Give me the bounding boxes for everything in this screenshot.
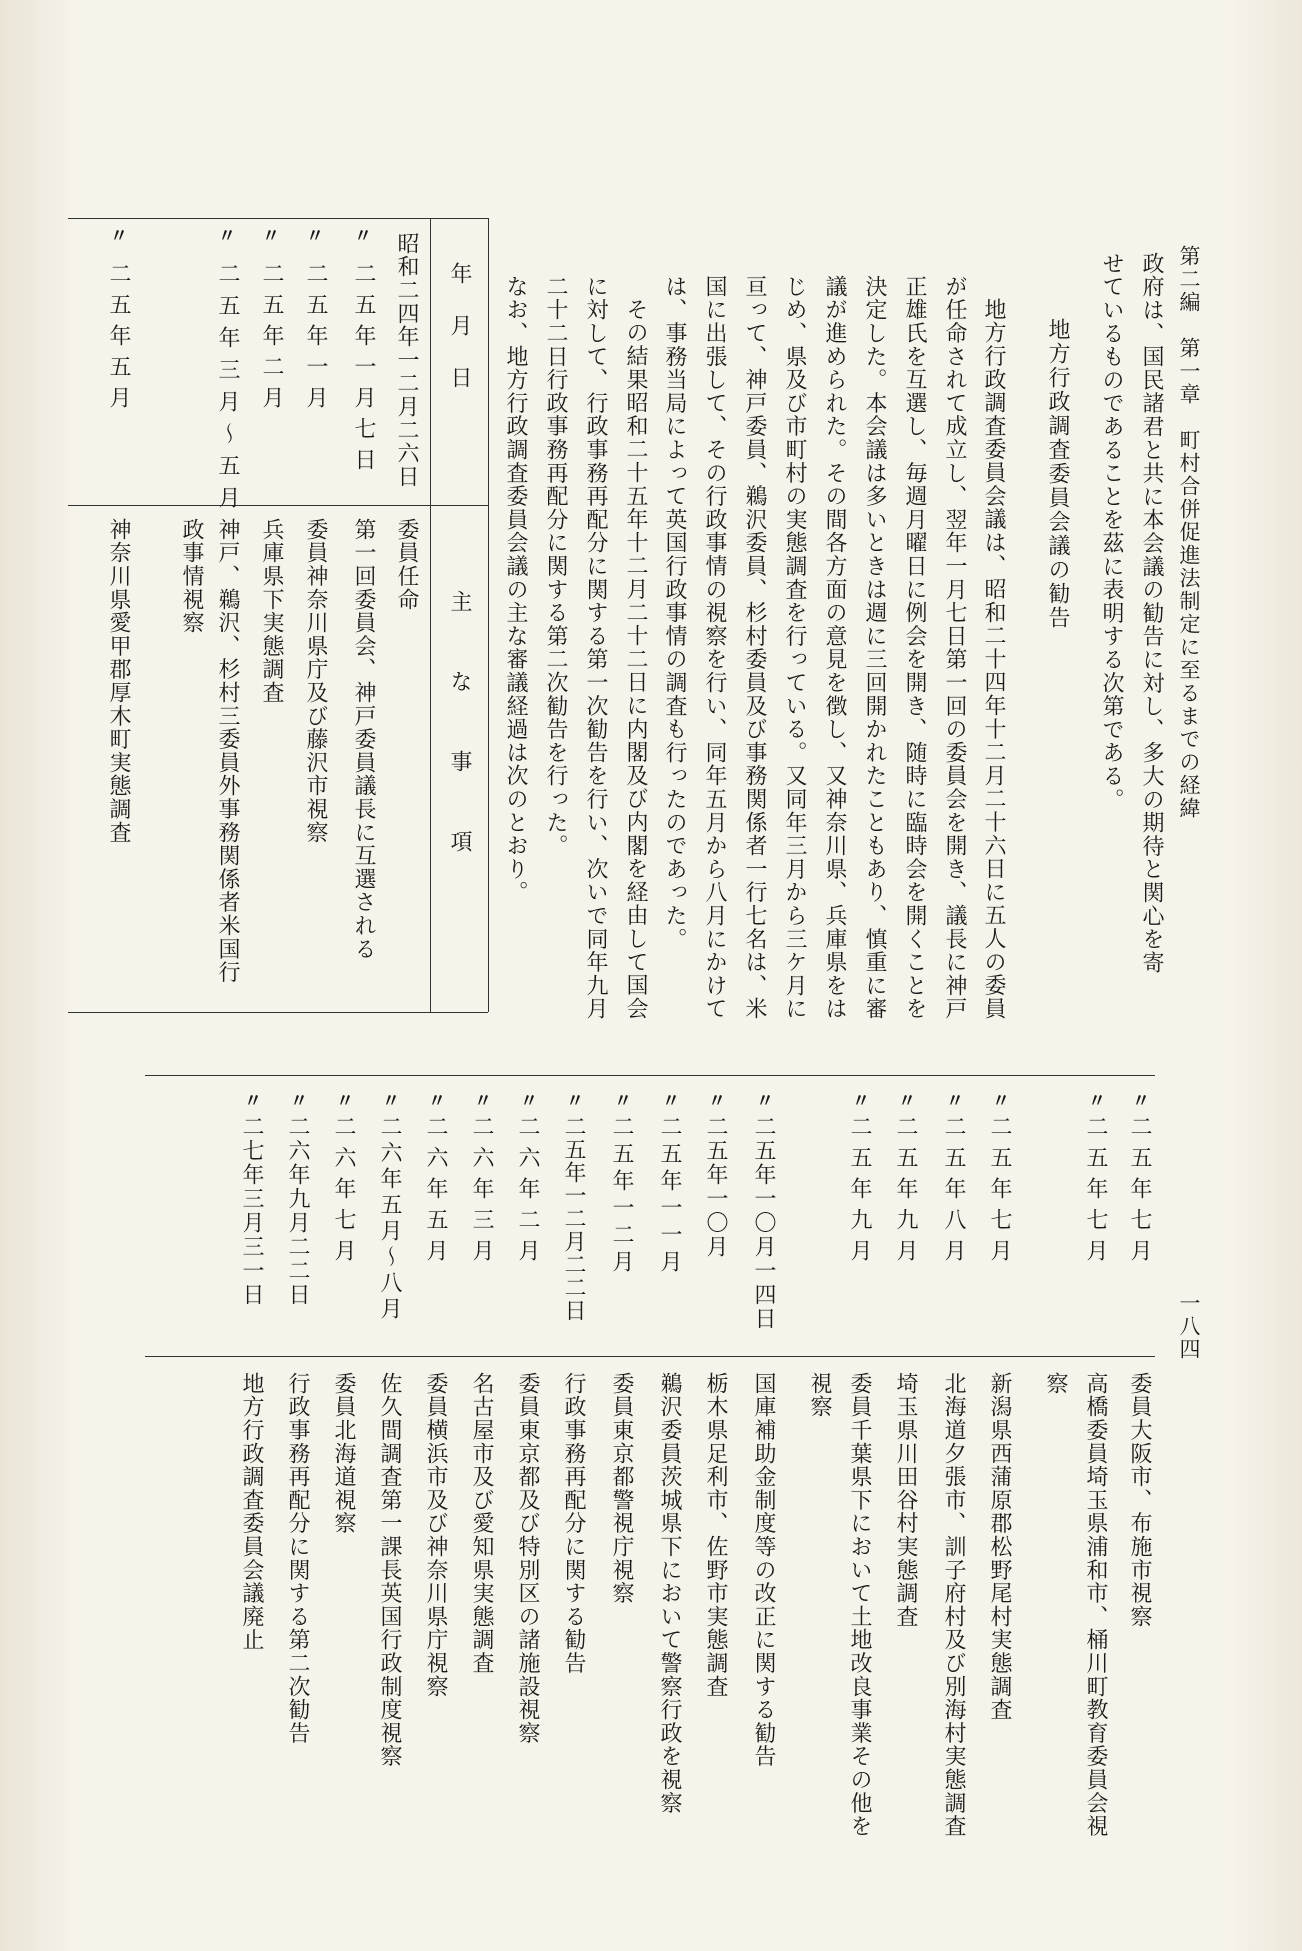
row-date: 二五年九月 [893,1115,918,1270]
row-date: 二五年五月 [106,262,131,417]
row-date: 昭和二四年一二月二六日 [394,232,419,489]
row-event: 埼玉県川田谷村実態調査 [893,1372,918,1629]
intro-line: せているものであることを茲に表明する次第である。 [1099,252,1124,812]
row-event: 委員東京都警視庁視察 [609,1372,634,1605]
ditto-mark: 〃 [992,1091,1010,1112]
body-line: 二十二日行政事務再配分に関する第二次勧告を行った。 [543,275,568,858]
column-header-date: 年月日 [447,262,472,418]
table-rule [430,218,431,1012]
ditto-mark: 〃 [382,1091,400,1112]
row-event-continued: 政事情視察 [179,518,204,635]
ditto-mark: 〃 [110,226,128,247]
row-date: 二五年一二月 [609,1115,634,1277]
row-event: 神戸、鵜沢、杉村三委員外事務関係者米国行 [215,518,240,984]
row-date: 二五年三月〜五月 [215,262,240,518]
row-event: 行政事務再配分に関する勧告 [561,1372,586,1675]
body-line: 地方行政調査委員会議は、昭和二十四年十二月二十六日に五人の委員 [981,298,1006,1021]
ditto-mark: 〃 [898,1091,916,1112]
row-event: 栃木県足利市、佐野市実態調査 [703,1372,728,1699]
ditto-mark: 〃 [290,1091,308,1112]
running-header: 第二編 第一章 町村合併促進法制定に至るまでの経緯 [1177,245,1201,820]
table-rule [68,218,488,219]
row-date: 二五年七月 [1083,1115,1108,1270]
row-date: 二六年三月 [469,1115,494,1270]
page-number: 一八四 [1177,1292,1201,1361]
row-date: 二五年七月 [987,1115,1012,1270]
ditto-mark: 〃 [852,1091,870,1112]
row-event: 行政事務再配分に関する第二次勧告 [285,1372,310,1745]
ditto-mark: 〃 [662,1091,680,1112]
row-event: 佐久間調査第一課長英国行政制度視察 [377,1372,402,1769]
body-line: 亘って、神戸委員、鵜沢委員、杉村委員及び事務関係者一行七名は、米 [742,275,767,1021]
row-date: 二五年一〇月一四日 [751,1115,776,1331]
ditto-mark: 〃 [306,226,324,247]
ditto-mark: 〃 [1132,1091,1150,1112]
column-header-event: 主な事項 [447,590,472,910]
row-date: 二五年八月 [941,1115,966,1270]
row-date: 二五年一一月 [657,1115,682,1277]
row-event: 神奈川県愛甲郡厚木町実態調査 [106,518,131,845]
row-event: 北海道夕張市、訓子府村及び別海村実態調査 [941,1372,966,1838]
ditto-mark: 〃 [428,1091,446,1112]
ditto-mark: 〃 [244,1091,262,1112]
row-date: 二五年一二月二二日 [561,1115,586,1322]
ditto-mark: 〃 [614,1091,632,1112]
row-event: 名古屋市及び愛知県実態調査 [469,1372,494,1675]
row-event: 委員任命 [394,518,419,612]
ditto-mark: 〃 [262,226,280,247]
row-event: 委員北海道視察 [331,1372,356,1536]
ditto-mark: 〃 [474,1091,492,1112]
ditto-mark: 〃 [756,1091,774,1112]
row-event: 第一回委員会、神戸委員議長に互選される [351,518,376,961]
body-line: 決定した。本会議は多いときは週に三回開かれたこともあり、慎重に審 [862,275,887,1021]
row-event: 鵜沢委員茨城県下において警察行政を視察 [657,1372,682,1815]
body-line: は、事務当局によって英国行政事情の調査も行ったのであった。 [662,275,687,951]
row-date: 二五年一〇月 [703,1115,728,1259]
row-date: 二六年七月 [331,1115,356,1270]
row-date: 二六年五月〜八月 [377,1115,402,1323]
row-event-continued: 視察 [807,1372,832,1419]
ditto-mark: 〃 [566,1091,584,1112]
ditto-mark: 〃 [946,1091,964,1112]
body-line: 正雄氏を互選し、毎週月曜日に例会を開き、随時に臨時会を開くことを [902,275,927,1021]
ditto-mark: 〃 [708,1091,726,1112]
row-date: 二六年五月 [423,1115,448,1270]
row-date: 二五年九月 [847,1115,872,1270]
table-rule [488,218,489,1012]
ditto-mark: 〃 [520,1091,538,1112]
row-event: 委員千葉県下において土地改良事業その他を [847,1372,872,1838]
row-event: 兵庫県下実態調査 [259,518,284,705]
row-event: 委員東京都及び特別区の諸施設視察 [515,1372,540,1745]
body-line: じめ、県及び市町村の実態調査を行っている。又同年三月から三ケ月に [782,275,807,1021]
section-heading: 地方行政調査委員会議の勧告 [1045,318,1070,630]
body-line: なお、地方行政調査委員会議の主な審議経過は次のとおり。 [503,275,528,905]
body-line: 国に出張して、その行政事情の視察を行い、同年五月から八月にかけて [702,275,727,1021]
table-rule [145,1356,1155,1357]
row-date: 二五年七月 [1127,1115,1152,1270]
body-line: 議が進められた。その間各方面の意見を徴し、又神奈川県、兵庫県をは [822,275,847,1021]
row-date: 二六年二月 [515,1115,540,1270]
table-rule [68,1012,488,1013]
ditto-mark: 〃 [218,226,236,247]
row-event: 委員神奈川県庁及び藤沢市視察 [303,518,328,845]
row-date: 二五年二月 [259,262,284,417]
row-event: 地方行政調査委員会議廃止 [239,1372,264,1652]
ditto-mark: 〃 [1088,1091,1106,1112]
ditto-mark: 〃 [354,226,372,247]
body-line: が任命されて成立し、翌年一月七日第一回の委員会を開き、議長に神戸 [942,275,967,1021]
ditto-mark: 〃 [336,1091,354,1112]
row-event: 委員横浜市及び神奈川県庁視察 [423,1372,448,1699]
table-rule [68,505,488,506]
row-event: 国庫補助金制度等の改正に関する勧告 [751,1372,776,1769]
row-event-continued: 察 [1043,1372,1068,1396]
table-rule [145,1075,1155,1076]
row-event: 新潟県西蒲原郡松野尾村実態調査 [987,1372,1012,1722]
row-date: 二六年九月二二日 [285,1115,310,1307]
body-line: に対して、行政事務再配分に関する第一次勧告を行い、次いで同年九月 [583,275,608,1021]
row-date: 二七年三月三一日 [239,1115,264,1307]
row-date: 二五年一月 [303,262,328,417]
intro-line: 政府は、国民諸君と共に本会議の勧告に対し、多大の期待と関心を寄 [1139,252,1164,975]
row-date: 二五年一月七日 [351,262,376,479]
row-event: 高橋委員埼玉県浦和市、桶川町教育委員会視 [1083,1372,1108,1838]
row-event: 委員大阪市、布施市視察 [1127,1372,1152,1629]
body-line: その結果昭和二十五年十二月二十二日に内閣及び内閣を経由して国会 [623,298,648,1021]
